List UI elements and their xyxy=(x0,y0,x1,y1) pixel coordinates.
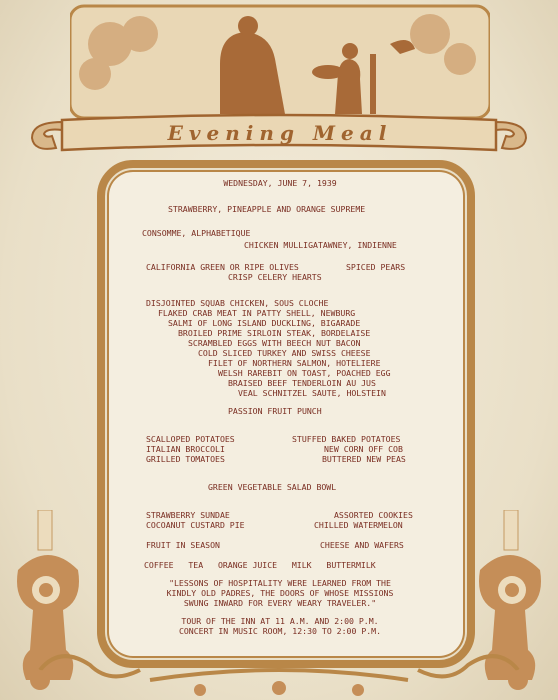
notice-concert: CONCERT IN MUSIC ROOM, 12:30 TO 2:00 P.M. xyxy=(178,626,382,636)
dessert-item: COCOANUT CUSTARD PIE xyxy=(146,520,245,530)
page-title: Evening Meal xyxy=(167,121,393,145)
entree-item: COLD SLICED TURKEY AND SWISS CHEESE xyxy=(198,348,371,358)
punch: PASSION FRUIT PUNCH xyxy=(228,406,322,416)
entree-item: FLAKED CRAB MEAT IN PATTY SHELL, NEWBURG xyxy=(158,308,356,318)
notice-tour: TOUR OF THE INN AT 11 A.M. AND 2:00 P.M. xyxy=(181,616,379,626)
entree-item: FILET OF NORTHERN SALMON, HOTELIERE xyxy=(208,358,381,368)
relish-olives: CALIFORNIA GREEN OR RIPE OLIVES xyxy=(146,262,299,272)
relish-celery: CRISP CELERY HEARTS xyxy=(228,272,322,282)
cheese: CHEESE AND WAFERS xyxy=(320,540,404,550)
vegetable-item: NEW CORN OFF COB xyxy=(324,444,403,454)
quote-line: "LESSONS OF HOSPITALITY WERE LEARNED FROM THE xyxy=(169,578,391,588)
vegetable-item: ITALIAN BROCCOLI xyxy=(146,444,225,454)
quote-line: KINDLY OLD PADRES, THE DOORS OF WHOSE MISSIONS xyxy=(166,588,394,598)
vegetable-item: BUTTERED NEW PEAS xyxy=(322,454,406,464)
entree-item: VEAL SCHNITZEL SAUTE, HOLSTEIN xyxy=(238,388,386,398)
appetizer: STRAWBERRY, PINEAPPLE AND ORANGE SUPREME xyxy=(168,204,366,214)
dessert-item: STRAWBERRY SUNDAE xyxy=(146,510,230,520)
bottom-ornament xyxy=(0,640,558,700)
entree-item: BRAISED BEEF TENDERLOIN AU JUS xyxy=(228,378,376,388)
soup-mulligatawney: CHICKEN MULLIGATAWNEY, INDIENNE xyxy=(244,240,397,250)
relish-pears: SPICED PEARS xyxy=(346,262,406,272)
entree-item: BROILED PRIME SIRLOIN STEAK, BORDELAISE xyxy=(178,328,371,338)
vegetable-item: STUFFED BAKED POTATOES xyxy=(292,434,401,444)
soup-consomme: CONSOMME, ALPHABETIQUE xyxy=(142,228,251,238)
entree-item: SCRAMBLED EGGS WITH BEECH NUT BACON xyxy=(188,338,361,348)
dessert-item: CHILLED WATERMELON xyxy=(314,520,403,530)
fruit: FRUIT IN SEASON xyxy=(146,540,220,550)
quote-line: SWUNG INWARD FOR EVERY WEARY TRAVELER." xyxy=(183,598,377,608)
beverages: COFFEE TEA ORANGE JUICE MILK BUTTERMILK xyxy=(144,560,376,570)
dessert-item: ASSORTED COOKIES xyxy=(334,510,413,520)
menu-date: WEDNESDAY, JUNE 7, 1939 xyxy=(223,178,337,188)
entree-item: DISJOINTED SQUAB CHICKEN, SOUS CLOCHE xyxy=(146,298,329,308)
salad: GREEN VEGETABLE SALAD BOWL xyxy=(208,482,337,492)
vegetable-item: SCALLOPED POTATOES xyxy=(146,434,235,444)
padre-illustration xyxy=(70,4,490,122)
vegetable-item: GRILLED TOMATOES xyxy=(146,454,225,464)
entree-item: SALMI OF LONG ISLAND DUCKLING, BIGARADE xyxy=(168,318,361,328)
entree-item: WELSH RAREBIT ON TOAST, POACHED EGG xyxy=(218,368,391,378)
